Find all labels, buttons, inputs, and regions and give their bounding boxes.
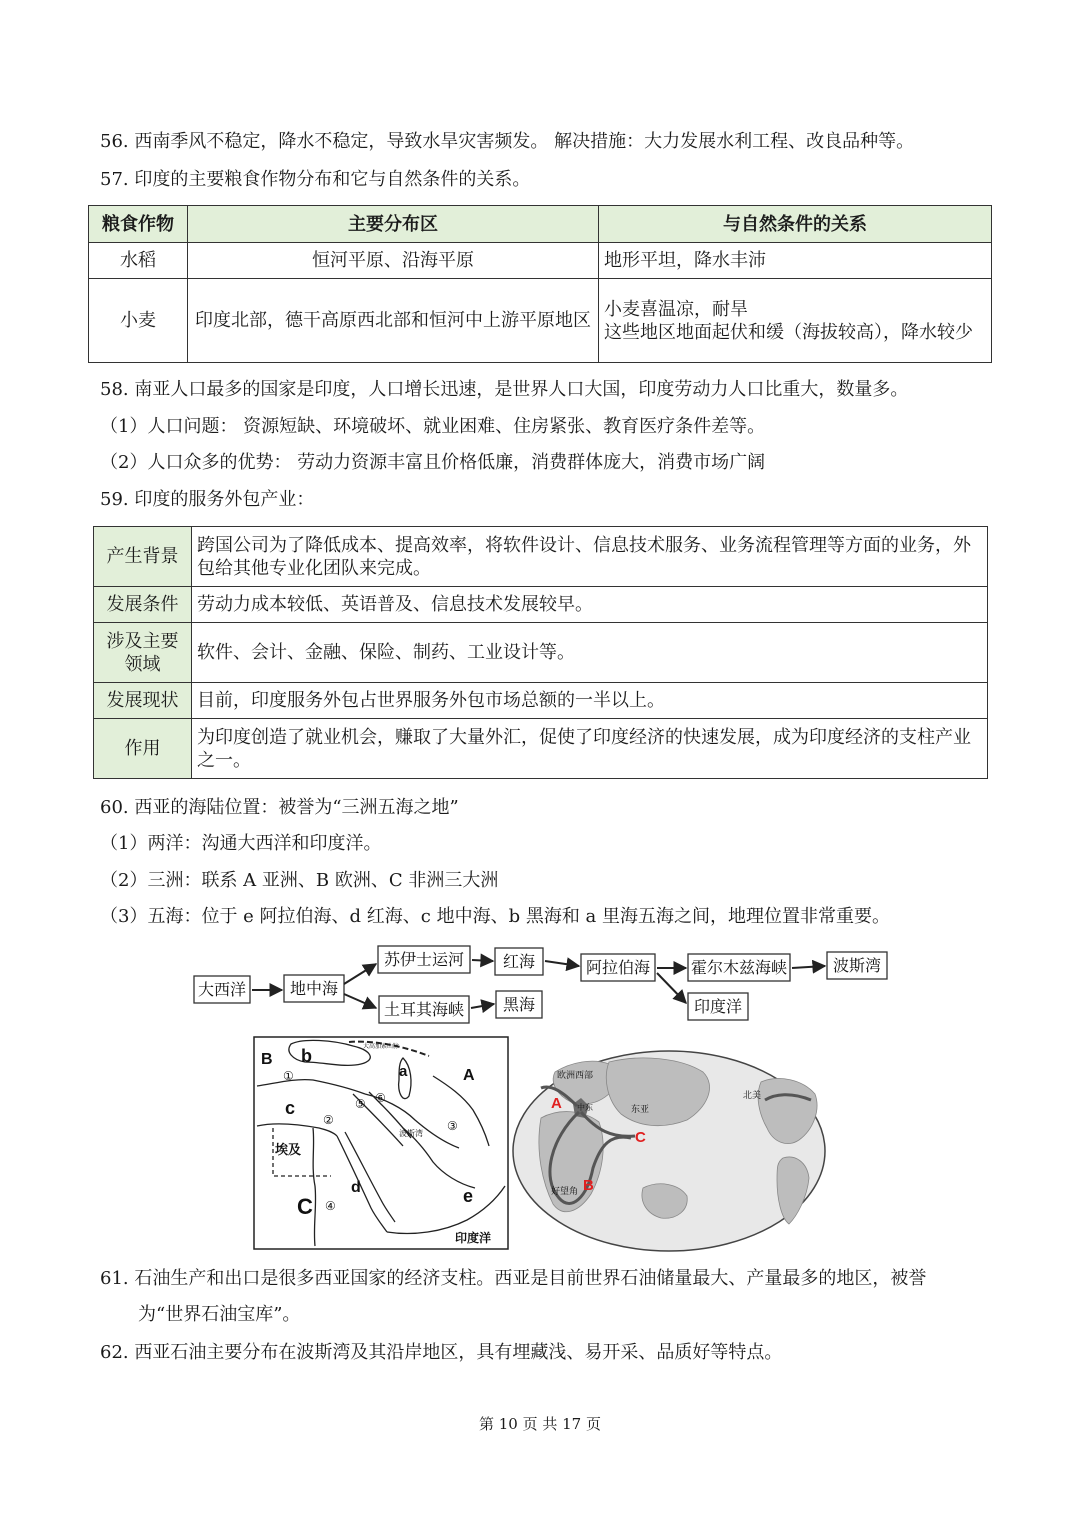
- map-label-C: C: [297, 1194, 313, 1219]
- table-header: 主要分布区: [188, 206, 599, 243]
- label-indian-ocean: 印度洋: [693, 997, 743, 1016]
- route-label-B: B: [583, 1177, 594, 1194]
- label-black-sea: 黑海: [502, 995, 536, 1014]
- label-arabian-sea: 阿拉伯海: [585, 958, 651, 977]
- table-cell: 水稻: [89, 243, 188, 279]
- map-num-5: ⑤: [355, 1097, 366, 1111]
- map-num-4: ④: [325, 1199, 336, 1213]
- map-num-6: ⑥: [375, 1091, 386, 1105]
- item-61-cont: 为“世界石油宝库”。: [138, 1304, 301, 1325]
- sea-route-flowchart: [190, 938, 900, 1028]
- label-mediterranean: 地中海: [289, 979, 339, 998]
- map-label-A: A: [463, 1067, 475, 1084]
- table-cell: [599, 279, 992, 363]
- table-cell: 为印度创造了就业机会，赚取了大量外汇，促使了印度经济的快速发展，成为印度经济的支柱产业之一。: [192, 719, 988, 779]
- table-cell: 恒河平原、沿海平原: [188, 243, 599, 279]
- item-60-1: （1）两洋：沟通大西洋和印度洋。: [100, 833, 382, 854]
- table-row-header: 发展条件: [94, 587, 192, 623]
- map-label-a: a: [399, 1063, 408, 1080]
- map-num-2: ②: [323, 1113, 334, 1127]
- map-label-c: c: [285, 1098, 296, 1118]
- map-num-3: ③: [447, 1119, 458, 1133]
- map-num-1: ①: [283, 1069, 294, 1083]
- table-header-row: [89, 206, 992, 243]
- table-header: 与自然条件的关系: [599, 206, 992, 243]
- table-cell: 跨国公司为了降低成本、提高效率，将软件设计、信息技术服务、业务流程管理等方面的业务，外包给其他专业化团队来完成。: [192, 527, 988, 587]
- label-persian-gulf: 波斯湾: [832, 956, 882, 975]
- table-cell-line: 这些地区地面起伏和缓（海拔较高），降水较少: [604, 321, 973, 343]
- label-hormuz: 霍尔木兹海峡: [690, 958, 788, 977]
- map-label-caucasus: 大高加索山脉: [363, 1043, 400, 1050]
- map-label-d: d: [351, 1179, 361, 1196]
- map-label-egypt: 埃及: [275, 1142, 302, 1157]
- table-row-header: 涉及主要领域: [94, 623, 192, 683]
- page-footer: 第 10 页 共 17 页: [478, 1415, 601, 1433]
- map-label-west-europe: 欧洲西部: [557, 1071, 594, 1081]
- table-cell: 软件、会计、金融、保险、制药、工业设计等。: [192, 623, 988, 683]
- table-cell: 劳动力成本较低、英语普及、信息技术发展较早。: [192, 587, 988, 623]
- item-58-2: （2）人口众多的优势： 劳动力资源丰富且价格低廉，消费群体庞大，消费市场广阔: [100, 452, 766, 473]
- map-label-east-asia: 东亚: [631, 1105, 650, 1115]
- table-row: [94, 587, 988, 623]
- table-cell: 地形平坦，降水丰沛: [599, 243, 992, 279]
- crop-table: [88, 205, 992, 363]
- item-59: 59. 印度的服务外包产业：: [100, 489, 315, 510]
- table-row: [94, 527, 988, 587]
- item-58-1: （1）人口问题： 资源短缺、环境破坏、就业困难、住房紧张、教育医疗条件差等。: [100, 416, 766, 437]
- table-row-header: 作用: [94, 719, 192, 779]
- table-row: [94, 683, 988, 719]
- map-label-indian-ocean: 印度洋: [455, 1231, 492, 1245]
- table-header: 粮食作物: [89, 206, 188, 243]
- item-60-3: （3）五海：位于 e 阿拉伯海、d 红海、c 地中海、b 黑海和 a 里海五海之间，地理位置非常重要。: [100, 906, 891, 927]
- map-label-middle-east: 中东: [577, 1103, 593, 1112]
- outsourcing-table: [93, 526, 988, 779]
- table-cell: 目前，印度服务外包占世界服务外包市场总额的一半以上。: [192, 683, 988, 719]
- label-red-sea: 红海: [502, 952, 536, 971]
- map-label-cape: 好望角: [551, 1187, 579, 1197]
- table-row: [94, 719, 988, 779]
- route-label-A: A: [551, 1095, 562, 1112]
- map-label-B: B: [261, 1051, 273, 1068]
- item-60: 60. 西亚的海陆位置：被誉为“三洲五海之地”: [100, 797, 459, 818]
- table-row: [89, 279, 992, 363]
- label-suez: 苏伊士运河: [383, 950, 465, 969]
- world-route-map: [511, 1048, 829, 1254]
- item-60-2: （2）三洲：联系 A 亚洲、B 欧洲、C 非洲三大洲: [100, 870, 499, 891]
- item-57: 57. 印度的主要粮食作物分布和它与自然条件的关系。: [100, 169, 531, 190]
- label-turkish-straits: 土耳其海峡: [383, 1000, 465, 1019]
- table-cell: 小麦: [89, 279, 188, 363]
- item-62: 62. 西亚石油主要分布在波斯湾及其沿岸地区，具有埋藏浅、易开采、品质好等特点。: [100, 1342, 783, 1363]
- map-label-b: b: [301, 1046, 312, 1066]
- table-cell-line: 小麦喜温凉，耐旱: [604, 298, 748, 320]
- table-row: [94, 623, 988, 683]
- map-label-e: e: [463, 1186, 474, 1206]
- item-56: 56. 西南季风不稳定，降水不稳定，导致水旱灾害频发。 解决措施：大力发展水利工程、改良品种等。: [100, 131, 915, 152]
- table-row-header: 产生背景: [94, 527, 192, 587]
- label-atlantic: 大西洋: [197, 980, 247, 999]
- table-row: [89, 243, 992, 279]
- west-asia-map: [253, 1036, 509, 1250]
- item-58: 58. 南亚人口最多的国家是印度，人口增长迅速，是世界人口大国，印度劳动力人口比重大，数量多。: [100, 379, 909, 400]
- map-label-north-america: 北美: [743, 1091, 762, 1101]
- table-cell: 印度北部，德干高原西北部和恒河中上游平原地区: [188, 279, 599, 363]
- item-61: 61. 石油生产和出口是很多西亚国家的经济支柱。西亚是目前世界石油储量最大、产量最多的地区，被誉: [100, 1268, 927, 1289]
- table-row-header: 发展现状: [94, 683, 192, 719]
- route-label-C: C: [635, 1129, 646, 1146]
- map-label-gulf: 波斯湾: [399, 1129, 423, 1138]
